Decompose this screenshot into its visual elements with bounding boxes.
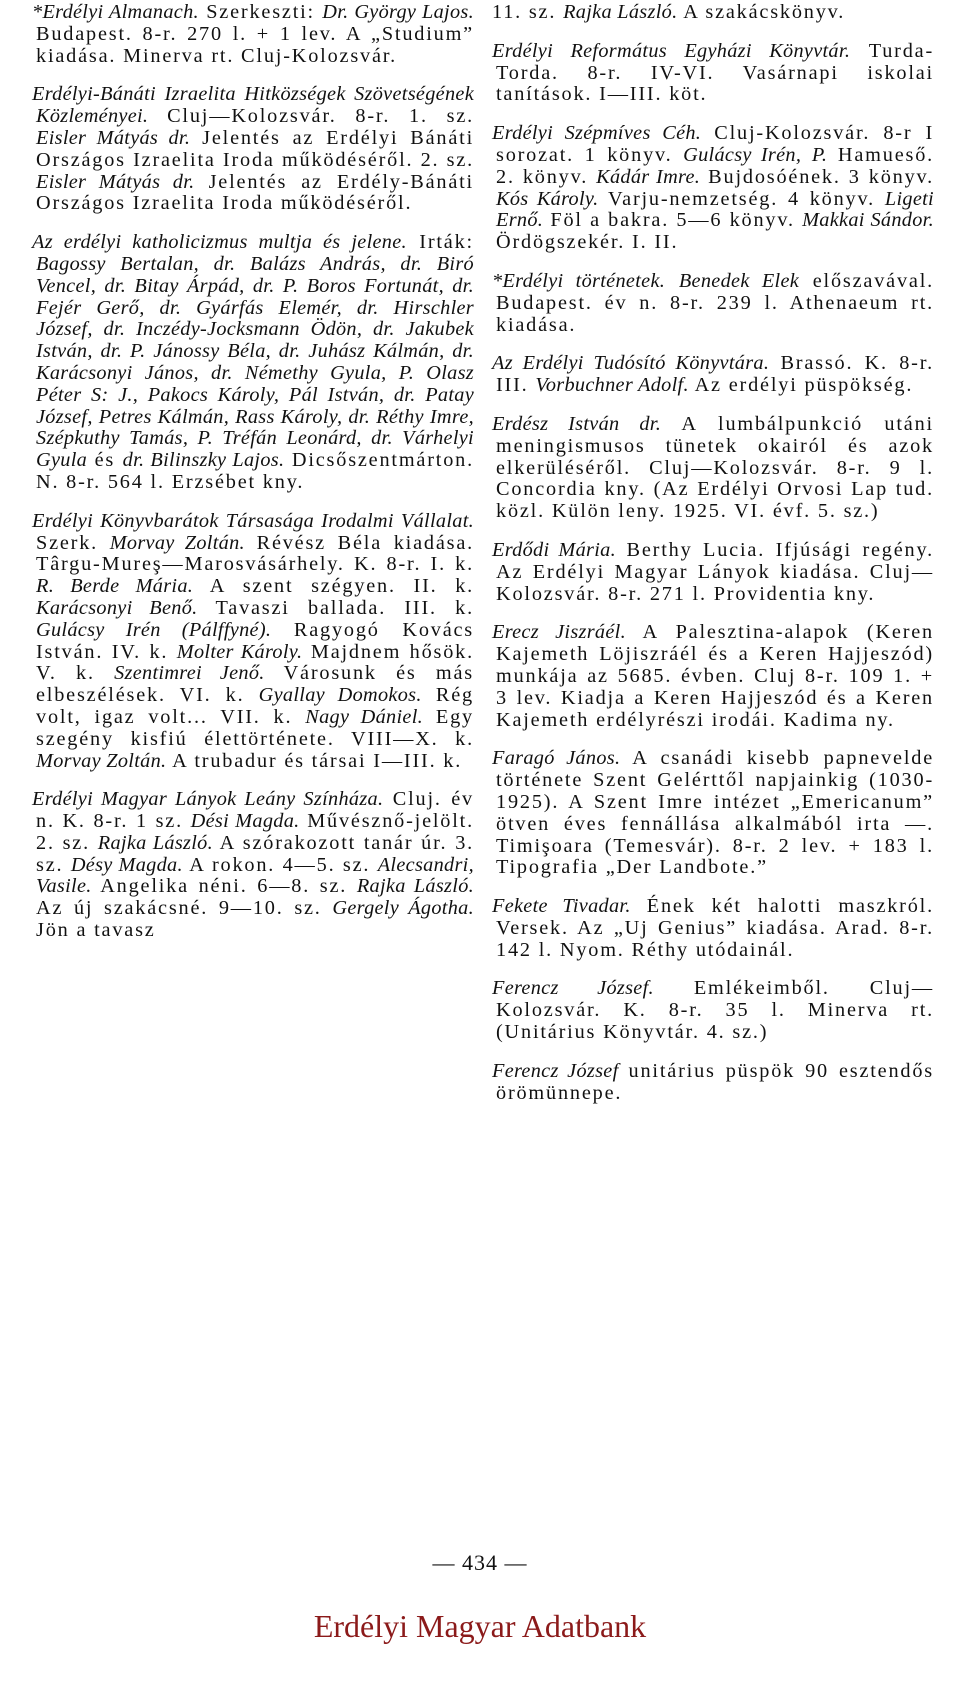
entry-text: A trubadur és társai I—III. k. <box>166 749 463 772</box>
entry-author-or-title: *Erdélyi történetek. <box>492 269 666 292</box>
entry-text: Varju-nemzetség. 4 könyv. <box>598 187 885 210</box>
entry-text: Városunk és más elbeszélések. VI. k. <box>36 662 474 707</box>
entry-text: Cluj—Kolozsvár. 8-r. 1. sz. <box>148 105 474 128</box>
entry-text: A rokon. 4—5. sz. <box>182 853 378 876</box>
bibliography-entry <box>492 123 934 254</box>
entry-text: A szent szégyen. II. k. <box>193 575 475 598</box>
entry-text: Művésznő-jelölt. 2. sz. <box>36 810 474 854</box>
entry-text: Berthy Lucia. Ifjúsági regény. Az Erdélyi Magyar Lányok kiadása. Cluj—Kolozsvár. 8-r. 271 l. Providentia kny. <box>496 538 934 605</box>
entry-text: Az új szakácsné. 9—10. sz. <box>36 897 333 920</box>
page-number: — 434 — <box>432 1550 528 1575</box>
entry-author-or-title: Ferencz József <box>492 1059 619 1082</box>
entry-text: A szórakozott tanár úr. 3. sz. <box>36 831 475 876</box>
bibliography-entry <box>492 748 934 879</box>
entry-author-or-title: Karácsonyi Benő. <box>36 596 198 619</box>
entry-text: Föl a bakra. 5—6 könyv. <box>543 209 803 232</box>
bibliography-entry <box>492 41 934 106</box>
entry-text: Majdnem hősök. V. k. <box>36 640 474 685</box>
entry-author-or-title: Vorbuchner Adolf. <box>535 374 689 397</box>
bibliography-entry <box>492 353 934 397</box>
bibliography-entry <box>492 1061 934 1105</box>
entry-author-or-title: R. Berde Mária. <box>36 575 194 598</box>
entry-text <box>665 270 679 292</box>
entry-author-or-title: Molter Károly. <box>176 640 303 663</box>
entry-text: Tavaszi ballada. III. k. <box>197 596 474 619</box>
entry-author-or-title: Morvay Zoltán. <box>36 749 167 772</box>
entry-text: Szerk. <box>36 531 110 554</box>
entry-author-or-title: Dési Magda. <box>190 810 300 833</box>
entry-author-or-title: Erdész István dr. <box>492 412 662 435</box>
entry-author-or-title: Rajka László. <box>356 875 474 898</box>
entry-author-or-title: Gulácsy Irén (Pálffyné). <box>36 618 272 641</box>
entry-author-or-title: Erdélyi Református Egyházi Könyvtár. <box>492 39 851 62</box>
entry-text: Dicsőszentmárton. N. 8-r. 564 l. Erzsébet kny. <box>36 449 474 493</box>
entry-author-or-title: Erdélyi Könyvbarátok Társasága Irodalmi Vállalat. <box>32 509 474 532</box>
bibliography-entry <box>32 232 474 494</box>
bibliography-entry <box>32 2 474 67</box>
entry-author-or-title: Benedek Elek <box>678 269 800 292</box>
entry-author-or-title: Nagy Dániel. <box>305 705 424 728</box>
entry-text: Turda-Torda. 8-r. IV-VI. Vasárnapi iskolai tanítások. I—III. köt. <box>496 39 935 106</box>
entry-author-or-title: Erdélyi-Bánáti Izraelita Hitközségek Szövetségének Közleményei. <box>32 83 474 128</box>
entry-author-or-title: Eisler Mátyás dr. <box>36 126 191 149</box>
entry-text <box>801 144 812 166</box>
entry-text: és <box>87 449 123 472</box>
entry-author-or-title: Bagossy Bertalan, dr. Balázs András, dr. Biró Vencel, dr. Bitay Árpád, dr. P. Boros Fortunát, dr. Fejér Gerő, dr. Gyárfás Elemér, dr. Hirschler József, dr. Inczédy-Jocksmann Ödön, dr. Jakubek István, dr. P. Jánossy Béla, dr. Juhász Kálmán, dr. Karácsonyi János, dr. Némethy Gyula, P. Olasz Péter S: J., Pakocs Károly, Pál István, dr. Patay József, Petres Kálmán, Rass Károly, dr. Réthy Imre, Szépkuthy Tamás, P. Tréfán Leonárd, dr. Várhelyi Gyula <box>36 252 474 472</box>
left-column <box>32 2 474 959</box>
entry-text: Budapest. 8-r. 270 l. + 1 lev. A „Studium” kiadása. Minerva rt. Cluj-Kolozsvár. <box>36 22 474 67</box>
entry-author-or-title: Faragó János. <box>492 747 621 770</box>
entry-author-or-title: Morvay Zoltán. <box>109 531 245 554</box>
entry-text: Jelentés az Erdélyi Bánáti Országos Izraelita Iroda működéséről. 2. sz. <box>36 126 474 171</box>
entry-text: Az erdélyi püspökség. <box>688 374 914 397</box>
right-column <box>492 2 934 1121</box>
entry-author-or-title: Eisler Mátyás dr. <box>36 170 195 193</box>
footer-brand: Erdélyi Magyar Adatbank <box>313 1608 647 1644</box>
entry-author-or-title: Kós Károly. <box>496 187 599 210</box>
entry-text: A szakácskönyv. <box>677 1 846 23</box>
entry-author-or-title: Erdélyi Magyar Lányok Leány Színháza. <box>32 788 384 811</box>
entry-author-or-title: Erecz Jiszráél. <box>492 621 626 644</box>
entry-author-or-title: *Erdélyi Almanach. <box>32 1 199 23</box>
entry-text: Hamueső. 2. könyv. <box>496 143 934 188</box>
entry-text: Cluj-Kolozsvár. 8-r I sorozat. 1 könyv. <box>496 122 934 166</box>
entry-author-or-title: Ligeti Ernő. <box>496 187 934 232</box>
entry-author-or-title: P. <box>811 143 828 166</box>
entry-author-or-title: Erdődi Mária. <box>492 538 616 561</box>
bibliography-entry <box>492 622 934 731</box>
entry-author-or-title: Kádár Imre. <box>596 165 701 188</box>
entry-text: A Palesztina-alapok (Keren Kajemeth Löjiszráél és a Keren Hajjeszód) munkája az 5685. évben. Cluj 8-r. 109 1. + 3 lev. Kiadja a Keren Hajjeszód és a Keren Kajemeth erdélyrészi irodái. Kadima ny. <box>496 621 934 731</box>
entry-author-or-title: Désy Magda. <box>70 853 183 876</box>
entry-author-or-title: Dr. György Lajos. <box>322 1 474 23</box>
entry-author-or-title: dr. Bilinszky Lajos. <box>122 449 285 472</box>
entry-author-or-title: Gulácsy Irén, <box>683 143 802 166</box>
bibliography-entry <box>492 540 934 605</box>
entry-text: Jelentés az Erdély-Bánáti Országos Izraelita Iroda működéséről. <box>36 170 474 215</box>
entry-text: Rég volt, igaz volt... VII. k. <box>36 684 474 728</box>
entry-author-or-title: Gyallay Domokos. <box>258 684 422 707</box>
entry-text: A csanádi kisebb papnevelde története Szent Gelérttől napjainkig (1030-1925). A Szent Imre intézet „Emericanum” ötven éves fennállása alkalmából irta —. Timişoara (Temesvár). 8-r. 2 lev. + 183 l. Tipografia „Der Landbote.” <box>496 747 935 879</box>
entry-text: Emlékeimből. Cluj—Kolozsvár. K. 8-r. 35 l. Minerva rt. (Unitárius Könyvtár. 4. sz.) <box>496 977 934 1044</box>
bibliography-entry <box>492 2 934 24</box>
entry-author-or-title: Ferencz József. <box>492 977 654 1000</box>
bibliography-entry <box>492 978 934 1043</box>
entry-text: Egy szegény kisfiú élettörténete. VIII—X. k. <box>36 705 474 750</box>
entry-author-or-title: Szentimrei Jenő. <box>114 662 265 685</box>
entry-text: Cluj. év n. K. 8-r. 1 sz. <box>36 788 475 833</box>
entry-author-or-title: Az erdélyi katholicizmus multja és jelene. <box>32 231 407 254</box>
entry-text: A lumbálpunkció utáni meningismusos tünetek okairól és azok elkerüléséről. Cluj—Kolozsvár. 8-r. 9 l. Concordia kny. (Az Erdélyi Orvosi Lap tud. közl. Külön leny. 1925. VI. évf. 5. sz.) <box>496 412 934 523</box>
entry-text: Jön a tavasz <box>36 919 156 942</box>
bibliography-entry <box>32 511 474 773</box>
entry-text: Brassó. K. 8-r. III. <box>496 352 934 397</box>
entry-text: Révész Béla kiadása. Târgu-Mureş—Marosvásárhely. K. 8-r. I. k. <box>36 531 474 576</box>
entry-text: 11. sz. <box>492 1 564 23</box>
entry-text: Ragyogó Kovács István. IV. k. <box>36 618 475 663</box>
entry-author-or-title: Erdélyi Szépmíves Céh. <box>492 122 702 145</box>
bibliography-entry <box>492 896 934 961</box>
entry-text: Bujdosóének. 3 könyv. <box>700 165 935 188</box>
entry-text: unitárius püspök 90 esztendős örömünnepe. <box>496 1059 934 1104</box>
entry-author-or-title: Gergely Ágotha. <box>332 897 474 920</box>
bibliography-entry <box>492 271 934 336</box>
entry-text: előszavával. Budapest. év n. 8-r. 239 l. Athenaeum rt. kiadása. <box>496 269 935 336</box>
entry-author-or-title: Makkai Sándor. <box>802 209 934 232</box>
entry-author-or-title: Fekete Tivadar. <box>492 895 631 918</box>
entry-author-or-title: Alecsandri, Vasile. <box>36 853 474 898</box>
entry-text: Szerkeszti: <box>198 1 323 23</box>
entry-text: Ének két halotti maszkról. Versek. Az „Uj Genius” kiadása. Arad. 8-r. 142 l. Nyom. Réthy utódainál. <box>496 895 934 961</box>
entry-text: Ördögszekér. I. II. <box>496 231 679 254</box>
bibliography-entry <box>32 789 474 942</box>
bibliography-entry <box>492 414 934 523</box>
bibliography-entry <box>32 84 474 215</box>
entry-author-or-title: Rajka László. <box>97 831 213 854</box>
entry-author-or-title: Rajka László. <box>563 1 678 23</box>
entry-text: Irták: <box>406 231 474 254</box>
entry-author-or-title: Az Erdélyi Tudósító Könyvtára. <box>492 352 770 375</box>
entry-text: Angelika néni. 6—8. sz. <box>91 875 357 898</box>
